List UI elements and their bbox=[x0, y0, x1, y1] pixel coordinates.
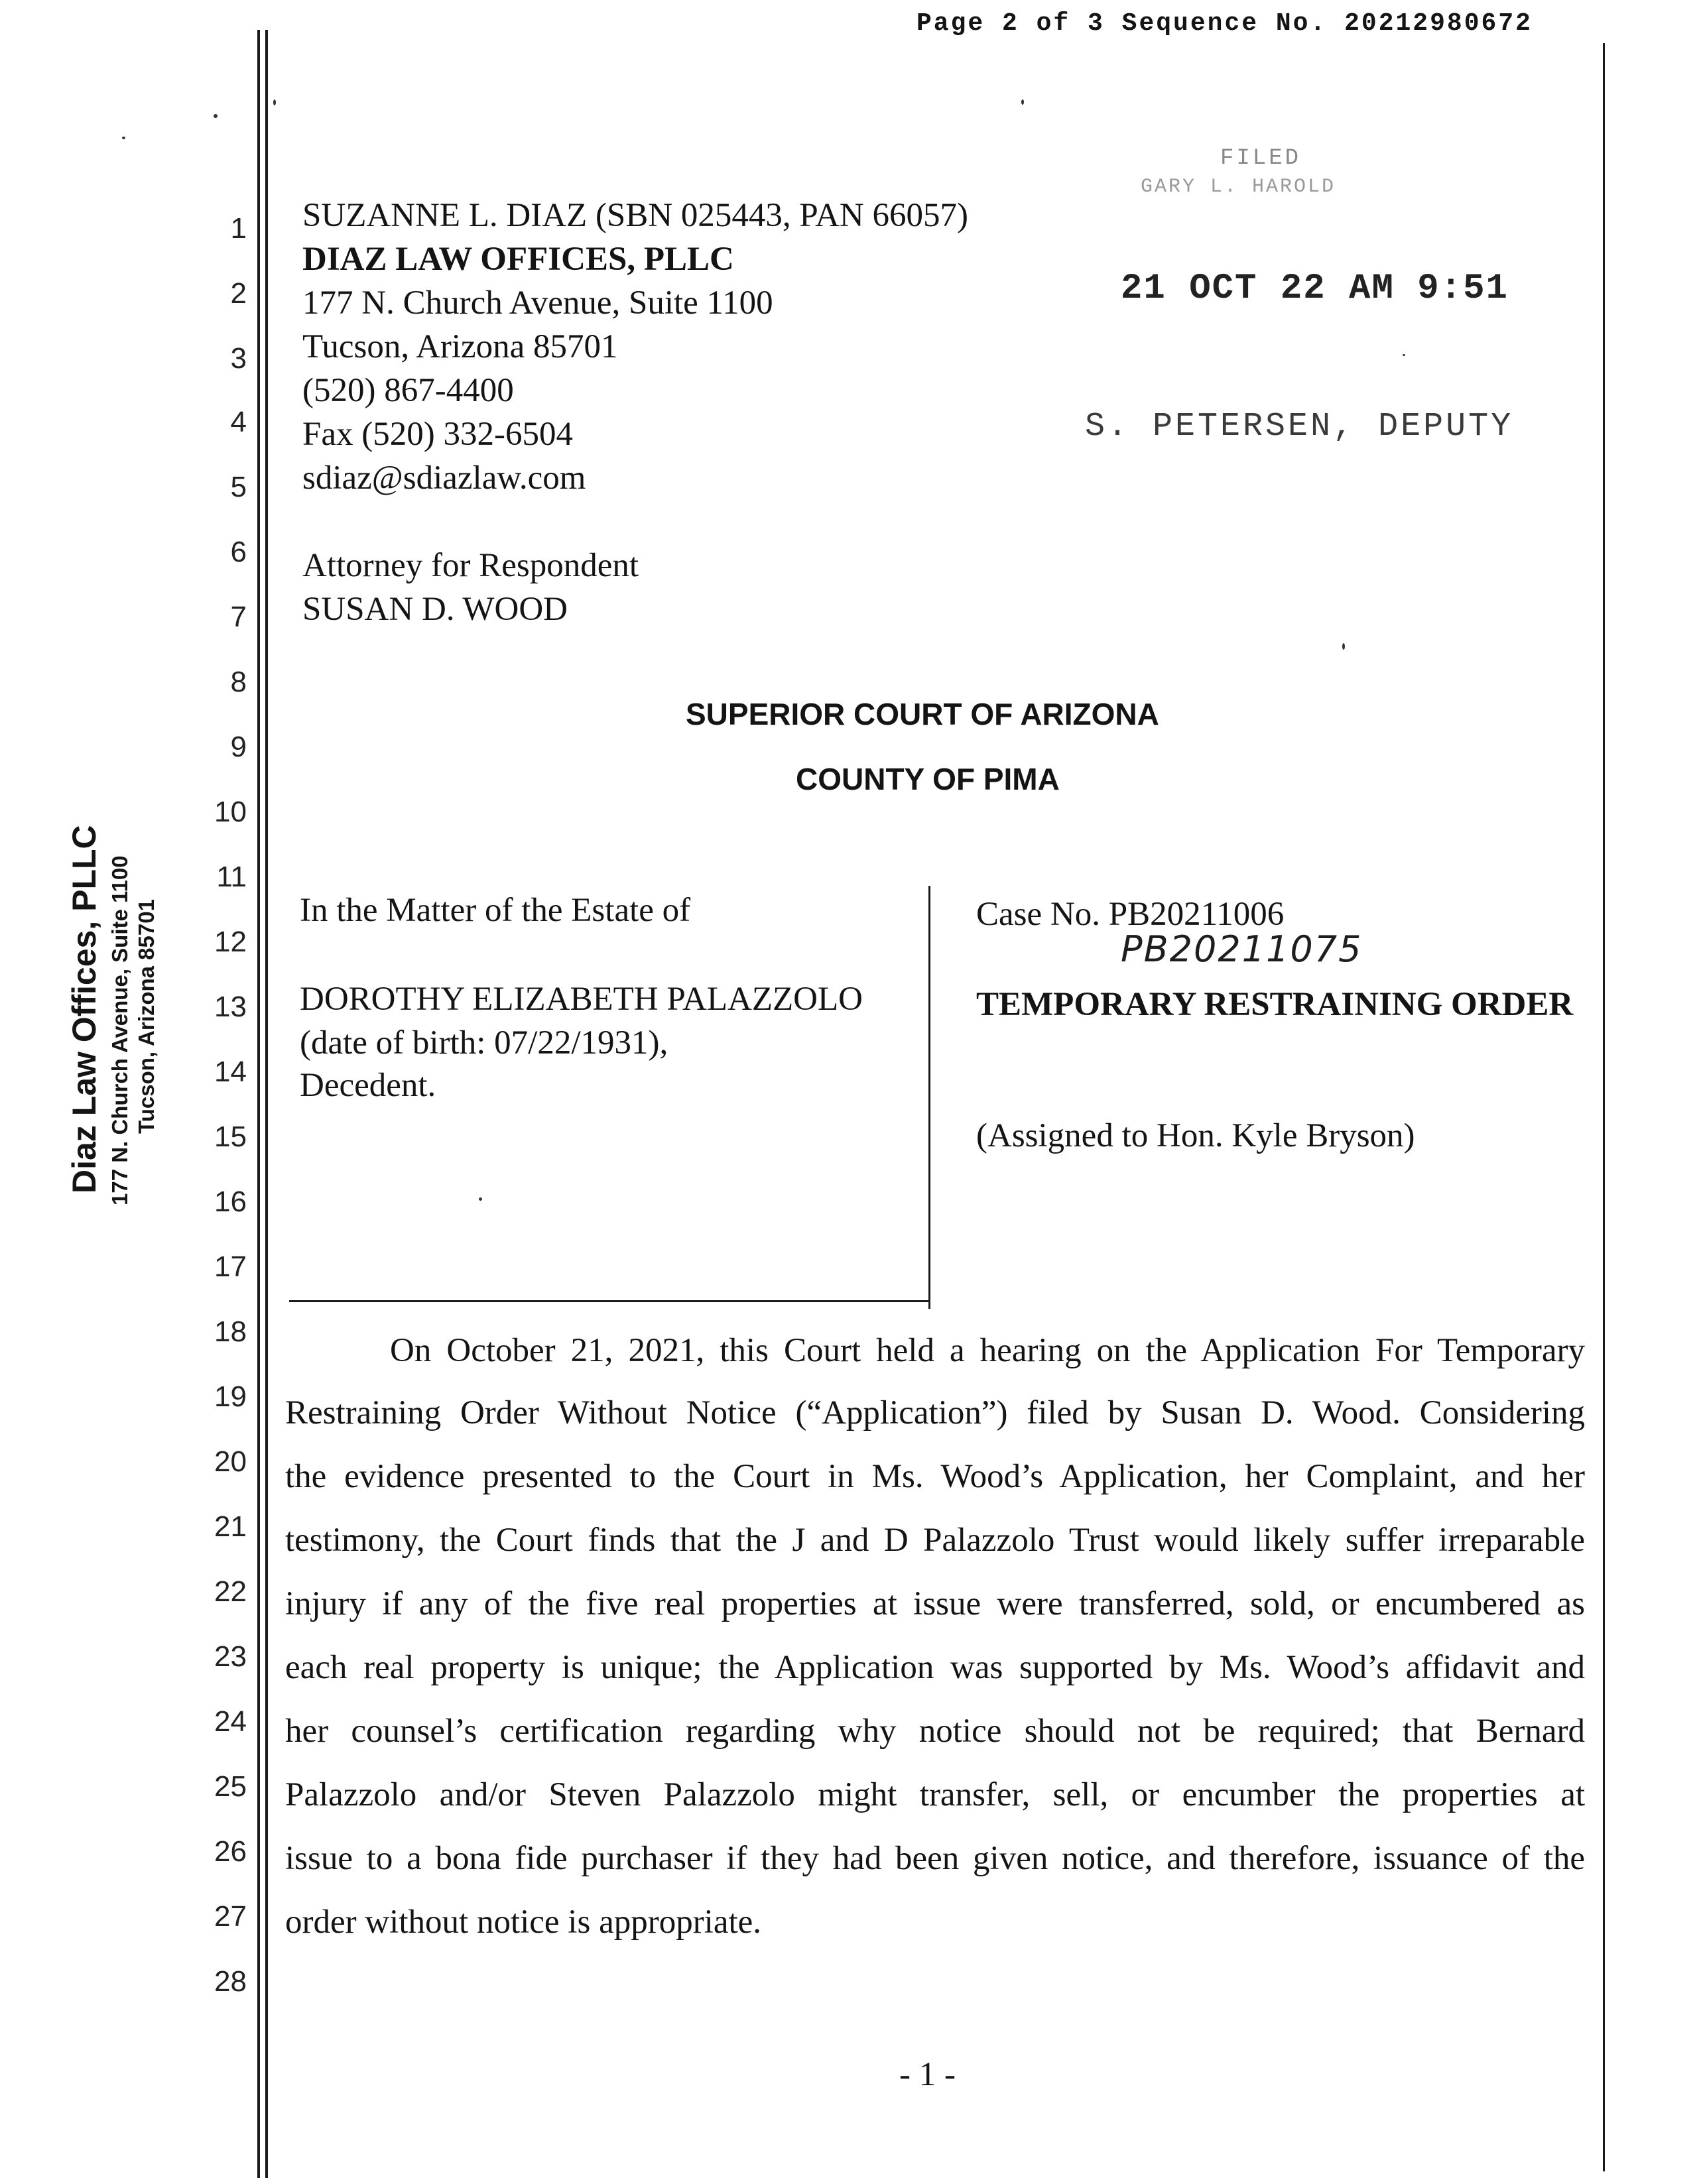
caption-dob: (date of birth: 07/22/1931), bbox=[300, 1024, 668, 1062]
line-number: 18 bbox=[214, 1315, 247, 1348]
body-line: injury if any of the five real properties at issue were transferred, sold, or encumbered as bbox=[285, 1585, 1585, 1622]
firm-phone: (520) 867-4400 bbox=[302, 372, 514, 409]
stamp-filed: FILED bbox=[1220, 146, 1302, 171]
line-number: 22 bbox=[214, 1575, 247, 1608]
scan-speck bbox=[273, 99, 276, 105]
firm-email: sdiaz@sdiazlaw.com bbox=[302, 459, 586, 497]
line-number: 27 bbox=[214, 1900, 247, 1933]
document-title: TEMPORARY RESTRAINING ORDER bbox=[976, 986, 1574, 1023]
left-margin-rule-inner bbox=[265, 30, 268, 2178]
attorney-for-party: SUSAN D. WOOD bbox=[302, 591, 568, 628]
line-number: 21 bbox=[214, 1510, 247, 1543]
body-line: testimony, the Court finds that the J and D Palazzolo Trust would likely suffer irreparable bbox=[285, 1522, 1585, 1559]
line-number: 2 bbox=[230, 277, 247, 310]
line-number: 26 bbox=[214, 1835, 247, 1868]
attorney-name: SUZANNE L. DIAZ (SBN 025443, PAN 66057) bbox=[302, 197, 968, 234]
line-number: 19 bbox=[214, 1380, 247, 1413]
firm-fax: Fax (520) 332-6504 bbox=[302, 416, 573, 453]
stamp-deputy: S. PETERSEN, DEPUTY bbox=[1085, 408, 1514, 446]
line-number: 24 bbox=[214, 1705, 247, 1738]
page-number: - 1 - bbox=[899, 2056, 956, 2093]
line-number: 4 bbox=[230, 406, 247, 438]
line-number: 6 bbox=[230, 536, 247, 568]
line-number: 25 bbox=[214, 1770, 247, 1803]
assigned-judge: (Assigned to Hon. Kyle Bryson) bbox=[976, 1117, 1415, 1154]
caption-vertical-rule bbox=[928, 886, 930, 1309]
line-number: 8 bbox=[230, 666, 247, 698]
attorney-for-label: Attorney for Respondent bbox=[302, 547, 639, 584]
firm-street: 177 N. Church Avenue, Suite 1100 bbox=[302, 284, 773, 322]
case-number: Case No. PB20211006 bbox=[976, 896, 1285, 933]
body-line: issue to a bona fide purchaser if they had been given notice, and therefore, issuance of the bbox=[285, 1840, 1585, 1877]
body-line: Palazzolo and/or Steven Palazzolo might transfer, sell, or encumber the properties at bbox=[285, 1776, 1585, 1813]
line-number: 14 bbox=[214, 1056, 247, 1088]
line-number: 17 bbox=[214, 1250, 247, 1283]
caption-decedent-name: DOROTHY ELIZABETH PALAZZOLO bbox=[300, 981, 863, 1018]
sidebar-firm-name: Diaz Law Offices, PLLC bbox=[66, 825, 103, 1193]
line-number: 10 bbox=[214, 796, 247, 828]
body-line: On October 21, 2021, this Court held a hearing on the Application For Temporary bbox=[390, 1332, 1585, 1369]
firm-name: DIAZ LAW OFFICES, PLLC bbox=[302, 241, 734, 278]
caption-matter: In the Matter of the Estate of bbox=[300, 892, 691, 929]
scan-speck bbox=[122, 137, 125, 139]
handwritten-case-number: PB20211075 bbox=[1121, 928, 1363, 970]
court-name: SUPERIOR COURT OF ARIZONA bbox=[686, 697, 1159, 731]
line-number: 20 bbox=[214, 1445, 247, 1478]
body-line: the evidence presented to the Court in Ms. Wood’s Application, her Complaint, and her bbox=[285, 1458, 1585, 1495]
line-number: 1 bbox=[230, 212, 247, 245]
caption-role: Decedent. bbox=[300, 1067, 436, 1104]
scan-speck bbox=[214, 114, 218, 118]
scan-speck bbox=[1021, 99, 1024, 105]
line-number: 13 bbox=[214, 991, 247, 1023]
right-margin-rule bbox=[1603, 43, 1605, 2171]
scan-speck bbox=[1403, 354, 1405, 356]
stamp-date-time: 21 OCT 22 AM 9:51 bbox=[1121, 269, 1509, 309]
body-line: Restraining Order Without Notice (“Application”) filed by Susan D. Wood. Considering bbox=[285, 1394, 1585, 1431]
scan-speck bbox=[479, 1197, 482, 1201]
page-sequence-header: Page 2 of 3 Sequence No. 20212980672 bbox=[916, 9, 1533, 38]
caption-bottom-rule bbox=[289, 1300, 930, 1302]
line-number: 15 bbox=[214, 1121, 247, 1153]
line-number: 9 bbox=[230, 731, 247, 763]
firm-city: Tucson, Arizona 85701 bbox=[302, 328, 618, 365]
line-number: 16 bbox=[214, 1185, 247, 1218]
body-line: order without notice is appropriate. bbox=[285, 1904, 762, 1941]
scan-speck bbox=[1342, 643, 1345, 650]
line-number: 7 bbox=[230, 601, 247, 633]
line-number: 28 bbox=[214, 1965, 247, 1998]
sidebar-firm-address-1: 177 N. Church Avenue, Suite 1100 bbox=[107, 855, 132, 1205]
body-line: each real property is unique; the Application was supported by Ms. Wood’s affidavit and bbox=[285, 1649, 1585, 1686]
body-line: her counsel’s certification regarding why notice should not be required; that Bernard bbox=[285, 1713, 1585, 1750]
line-number: 12 bbox=[214, 926, 247, 958]
line-number: 23 bbox=[214, 1640, 247, 1673]
sidebar-firm-address-2: Tucson, Arizona 85701 bbox=[134, 899, 158, 1134]
stamp-clerk: GARY L. HAROLD bbox=[1141, 176, 1336, 198]
attorney-block bbox=[302, 194, 968, 631]
left-margin-rule-outer bbox=[257, 30, 260, 2178]
line-number: 11 bbox=[216, 861, 247, 893]
line-number: 5 bbox=[230, 471, 247, 503]
line-number: 3 bbox=[230, 342, 247, 375]
county-name: COUNTY OF PIMA bbox=[796, 762, 1060, 796]
